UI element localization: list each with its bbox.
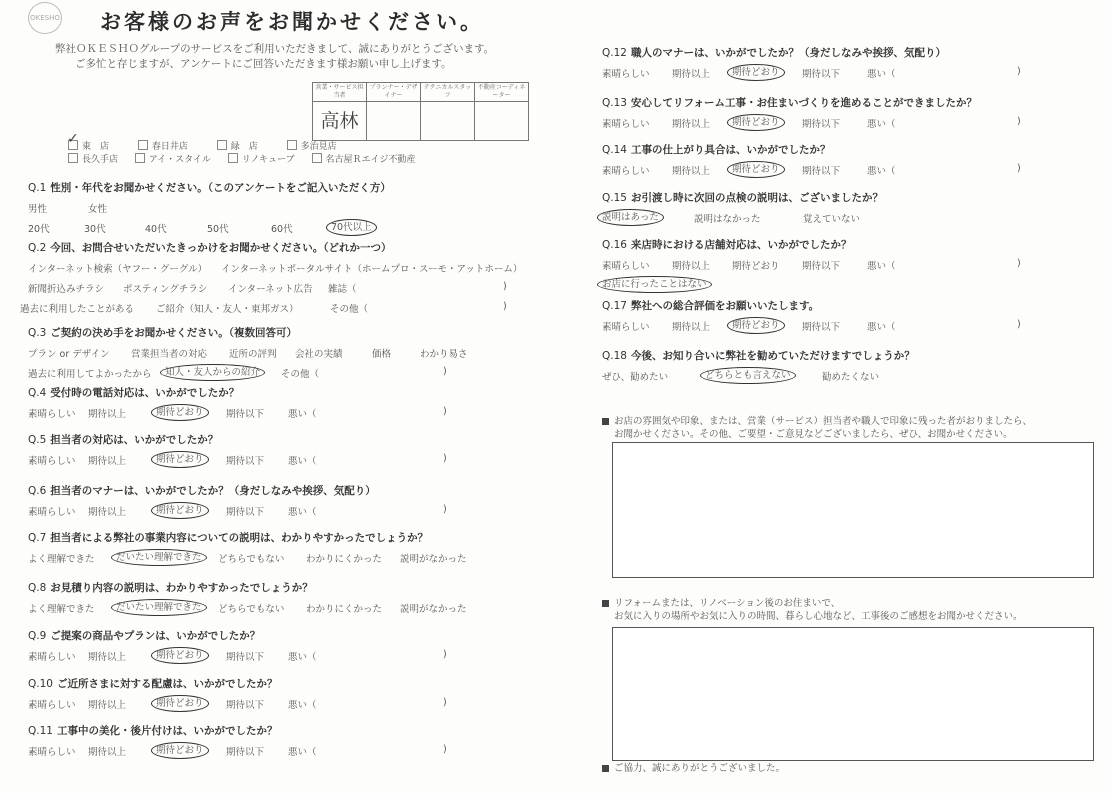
option-close-paren: )	[1017, 258, 1021, 269]
answer-option[interactable]: わかり易さ	[420, 349, 468, 360]
answer-option[interactable]: 期待以下	[802, 166, 841, 177]
question-text: 担当者による弊社の事業内容についての説明は、わかりやすかったでしょうか？	[50, 532, 429, 544]
answer-option[interactable]: よく理解できた	[28, 554, 95, 565]
answer-option[interactable]: ぜひ、勧めたい	[602, 372, 669, 383]
question-text: 性別・年代をお聞かせください。（このアンケートをご記入いただく方）	[50, 182, 391, 194]
store-option[interactable]: 緑 店	[217, 140, 258, 153]
checkbox-icon[interactable]	[217, 140, 227, 150]
answer-option[interactable]: よく理解できた	[28, 604, 95, 615]
question-q11	[28, 723, 447, 758]
answer-option[interactable]: 過去に利用したことがある	[20, 304, 135, 315]
answer-option[interactable]: 期待以上	[672, 166, 711, 177]
answer-option[interactable]: 素晴らしい	[602, 261, 650, 272]
comment-prompt-2-line-2: お気に入りの場所やお気に入りの時間、暮らし心地など、工事後のご感想をお聞かせください。	[614, 611, 1023, 622]
question-text: 弊社への総合評価をお願いいたします。	[630, 300, 820, 312]
store-option[interactable]: 長久手店	[68, 153, 118, 166]
question-number: Q.10	[28, 678, 53, 690]
answer-option[interactable]: 悪い（	[288, 456, 317, 467]
answer-option[interactable]: 勧めたくない	[822, 372, 880, 383]
answer-option[interactable]: インターネットポータルサイト（ホームプロ・スーモ・アットホーム）	[221, 264, 523, 275]
answer-option[interactable]: 営業担当者の対応	[131, 349, 208, 360]
answer-option[interactable]: 素晴らしい	[602, 166, 650, 177]
question-title	[602, 190, 883, 205]
answer-option[interactable]: 期待どおり	[727, 317, 785, 334]
answer-option[interactable]: 悪い（	[288, 652, 317, 663]
option-close-paren: )	[443, 453, 447, 464]
store-option[interactable]: 春日井店	[138, 140, 188, 153]
company-logo: OKESHO	[28, 2, 62, 34]
question-title	[28, 628, 260, 643]
answer-option[interactable]: どちらでもない	[218, 604, 285, 615]
question-number: Q.2	[28, 242, 47, 254]
question-title	[602, 95, 977, 110]
answer-option[interactable]: 期待以上	[672, 322, 711, 333]
answer-option[interactable]: 過去に利用してよかったから	[28, 369, 152, 380]
answer-option[interactable]: 期待どおり	[151, 695, 209, 712]
option-row	[28, 406, 447, 420]
question-text: 受付時の電話対応は、いかがでしたか？	[50, 387, 240, 399]
answer-option[interactable]: 期待以上	[88, 507, 127, 518]
question-text: ご契約の決め手をお聞かせください。（複数回答可）	[50, 327, 298, 339]
answer-option[interactable]: 悪い（	[288, 507, 317, 518]
answer-option[interactable]: 悪い（	[288, 747, 317, 758]
staff-value-sales[interactable]: 高林	[313, 102, 367, 141]
question-q18	[602, 348, 915, 383]
question-q5	[28, 432, 447, 467]
answer-option[interactable]: 説明がなかった	[400, 554, 467, 565]
store-option[interactable]: リノキューブ	[228, 153, 295, 166]
question-text: 工事中の美化・後片付けは、いかがでしたか？	[56, 725, 278, 737]
answer-option[interactable]: 悪い（	[288, 700, 317, 711]
page-title: お客様のお声をお聞かせください。	[100, 10, 484, 34]
comment-prompt-2	[614, 597, 1023, 623]
answer-option[interactable]: 期待どおり	[151, 404, 209, 421]
question-title	[28, 676, 277, 691]
store-checklist	[68, 140, 430, 166]
answer-option[interactable]: 説明はあった	[597, 209, 664, 226]
answer-option[interactable]: 期待以下	[802, 69, 841, 80]
staff-header-planner: プランナー・デザイナー	[367, 83, 421, 102]
option-row	[28, 551, 467, 565]
answer-option[interactable]: 期待以下	[226, 747, 265, 758]
question-q16	[602, 237, 1021, 292]
question-title	[602, 45, 946, 60]
question-q14	[602, 142, 1021, 177]
question-number: Q.1	[28, 182, 47, 194]
answer-option[interactable]: 男性	[28, 204, 48, 215]
checkbox-icon[interactable]	[135, 153, 145, 163]
checkbox-checked-icon[interactable]	[68, 140, 78, 150]
answer-option[interactable]: 悪い（	[867, 322, 896, 333]
answer-option[interactable]: 期待どおり	[151, 451, 209, 468]
option-close-paren: )	[503, 281, 507, 292]
option-row	[28, 281, 507, 295]
question-text: 担当者の対応は、いかがでしたか？	[50, 434, 219, 446]
checkbox-icon[interactable]	[312, 153, 322, 163]
option-row	[28, 601, 467, 615]
answer-option[interactable]: ご紹介（知人・友人・東邦ガス）	[156, 304, 299, 315]
question-number: Q.4	[28, 387, 47, 399]
answer-option[interactable]: 40代	[145, 224, 167, 235]
question-number: Q.7	[28, 532, 47, 544]
answer-option[interactable]: 期待以上	[672, 119, 711, 130]
option-row	[602, 116, 1021, 130]
option-row	[602, 369, 915, 383]
answer-option[interactable]: 新聞折込みチラシ	[28, 284, 105, 295]
comment-prompt-1-line-1: お店の雰囲気や印象、または、営業（サービス）担当者や職人で印象に残った者がおりましたら、	[614, 416, 1033, 427]
answer-option[interactable]: 素晴らしい	[28, 700, 76, 711]
option-row	[28, 366, 447, 380]
option-close-paren: )	[503, 301, 507, 312]
answer-option[interactable]: 説明がなかった	[400, 604, 467, 615]
question-title	[28, 723, 277, 738]
answer-option[interactable]: 50代	[207, 224, 229, 235]
question-q1	[28, 180, 391, 235]
question-text: 今回、お問合せいただいたきっかけをお聞かせください。（どれか一つ）	[50, 242, 392, 254]
staff-header-technical: テクニカルスタッフ	[421, 83, 475, 102]
staff-value-technical[interactable]	[421, 102, 475, 141]
question-title	[28, 432, 218, 447]
answer-option[interactable]: 期待以下	[226, 456, 265, 467]
comment-prompt-1	[614, 415, 1032, 441]
question-q2	[20, 240, 523, 315]
option-close-paren: )	[1017, 116, 1021, 127]
option-close-paren: )	[443, 366, 447, 377]
answer-option[interactable]: 期待以上	[88, 652, 127, 663]
answer-option[interactable]: 60代	[271, 224, 293, 235]
question-title	[28, 385, 239, 400]
option-close-paren: )	[443, 744, 447, 755]
question-title	[28, 240, 392, 255]
answer-option[interactable]: 素晴らしい	[28, 456, 76, 467]
option-close-paren: )	[1017, 66, 1021, 77]
question-text: お見積り内容の説明は、わかりやすかったでしょうか？	[50, 582, 313, 594]
answer-option[interactable]: だいたい理解できた	[111, 549, 207, 566]
option-row	[28, 697, 447, 711]
answer-option[interactable]: プラン or デザイン	[28, 349, 110, 360]
store-option[interactable]: ✓東 店	[68, 140, 109, 153]
answer-option[interactable]: わかりにくかった	[306, 604, 383, 615]
option-row	[602, 66, 1021, 80]
question-text: 来店時における店舗対応は、いかがでしたか？	[630, 239, 852, 251]
option-row	[602, 163, 1021, 177]
answer-option[interactable]: 期待どおり	[151, 647, 209, 664]
answer-option[interactable]: インターネット広告	[228, 284, 313, 295]
question-title	[28, 580, 313, 595]
staff-header-sales: 営業・サービス担当者	[313, 83, 367, 102]
option-row	[28, 201, 391, 215]
option-row	[28, 221, 391, 235]
option-row	[602, 258, 1021, 272]
option-row	[602, 211, 883, 225]
answer-option[interactable]: 素晴らしい	[602, 119, 650, 130]
store-option[interactable]: アイ・スタイル	[135, 153, 211, 166]
option-row	[20, 301, 507, 315]
question-text: お引渡し時に次回の点検の説明は、ございましたか？	[630, 192, 883, 204]
answer-option[interactable]: 期待以下	[802, 119, 841, 130]
answer-option[interactable]: 期待以上	[88, 409, 127, 420]
option-row	[28, 649, 447, 663]
question-number: Q.6	[28, 485, 47, 497]
thanks-footer: ご協力、誠にありがとうございました。	[614, 763, 786, 774]
question-text: 工事の仕上がり具合は、いかがでしたか？	[630, 144, 831, 156]
answer-option[interactable]: 期待以下	[226, 700, 265, 711]
question-q17	[602, 298, 1021, 333]
answer-option[interactable]: 悪い（	[867, 261, 896, 272]
store-row-2	[68, 153, 430, 166]
question-number: Q.9	[28, 630, 47, 642]
answer-option[interactable]: 覚えていない	[803, 214, 861, 225]
question-q12	[602, 45, 1021, 80]
greeting-line-1: 弊社ＯＫＥＳＨＯグループのサービスをご利用いただきまして、誠にありがとうございます。	[55, 43, 495, 55]
answer-option[interactable]: 期待どおり	[727, 64, 785, 81]
staff-value-realestate[interactable]	[475, 102, 529, 141]
answer-option[interactable]: だいたい理解できた	[111, 599, 207, 616]
answer-option[interactable]: 説明はなかった	[694, 214, 761, 225]
greeting-line-2: ご多忙と存じますが、アンケートにご回答いただきます様お願い申し上げます。	[75, 58, 452, 70]
staff-value-planner[interactable]	[367, 102, 421, 141]
question-number: Q.3	[28, 327, 47, 339]
question-title	[602, 142, 830, 157]
answer-option[interactable]: 期待以下	[226, 507, 265, 518]
option-row	[28, 504, 447, 518]
question-title	[28, 325, 297, 340]
question-text: ご近所さまに対する配慮は、いかがでしたか？	[56, 678, 278, 690]
question-title	[28, 483, 376, 498]
answer-option[interactable]: どちらでもない	[218, 554, 285, 565]
answer-option[interactable]: その他（	[281, 369, 320, 380]
question-title	[602, 237, 851, 252]
answer-option[interactable]: 知人・友人からの紹介	[160, 364, 265, 381]
question-q3	[28, 325, 468, 380]
option-row	[602, 278, 851, 292]
comment-box-1[interactable]	[612, 442, 1094, 578]
answer-option[interactable]: 素晴らしい	[28, 652, 76, 663]
option-close-paren: )	[1017, 163, 1021, 174]
answer-option[interactable]: 期待以上	[88, 700, 127, 711]
answer-option[interactable]: 価格	[372, 349, 392, 360]
answer-option[interactable]: 30代	[84, 224, 106, 235]
answer-option[interactable]: 期待どおり	[151, 502, 209, 519]
question-text: 今後、お知り合いに弊社を勧めていただけますでしょうか？	[630, 350, 915, 362]
question-q6	[28, 483, 447, 518]
question-q15	[602, 190, 883, 225]
option-close-paren: )	[1017, 319, 1021, 330]
question-number: Q.16	[602, 239, 627, 251]
answer-option[interactable]: 素晴らしい	[602, 322, 650, 333]
answer-option[interactable]: 期待以下	[226, 652, 265, 663]
question-number: Q.14	[602, 144, 627, 156]
question-q7	[28, 530, 467, 565]
question-number: Q.18	[602, 350, 627, 362]
answer-option[interactable]: 期待以上	[672, 261, 711, 272]
answer-option[interactable]: 素晴らしい	[602, 69, 650, 80]
answer-option[interactable]: お店に行ったことはない	[597, 276, 712, 293]
question-q4	[28, 385, 447, 420]
answer-option[interactable]: 20代	[28, 224, 50, 235]
answer-option[interactable]: わかりにくかった	[306, 554, 383, 565]
store-option[interactable]: 多治見店	[287, 140, 337, 153]
answer-option[interactable]: 素晴らしい	[28, 409, 76, 420]
answer-option[interactable]: 素晴らしい	[28, 507, 76, 518]
option-close-paren: )	[443, 406, 447, 417]
question-number: Q.8	[28, 582, 47, 594]
option-row	[28, 453, 447, 467]
option-row	[28, 346, 468, 360]
question-text: 安心してリフォーム工事・お住まいづくりを進めることができましたか？	[630, 97, 977, 109]
answer-option[interactable]: インターネット検索（ヤフー・グーグル）	[28, 264, 208, 275]
option-row	[602, 319, 1021, 333]
answer-option[interactable]: 期待以上	[88, 456, 127, 467]
greeting	[55, 42, 494, 72]
answer-option[interactable]: 女性	[88, 204, 108, 215]
option-close-paren: )	[443, 649, 447, 660]
option-row	[28, 744, 447, 758]
checkbox-icon[interactable]	[287, 140, 297, 150]
answer-option[interactable]: 悪い（	[867, 166, 896, 177]
answer-option[interactable]: 素晴らしい	[28, 747, 76, 758]
answer-option[interactable]: 期待どおり	[727, 114, 785, 131]
option-close-paren: )	[443, 504, 447, 515]
answer-option[interactable]: 期待以下	[802, 322, 841, 333]
answer-option[interactable]: 雑誌（	[328, 284, 357, 295]
staff-header-realestate: 不動産コーディネーター	[475, 83, 529, 102]
answer-option[interactable]: 悪い（	[867, 69, 896, 80]
answer-option[interactable]: 期待以下	[226, 409, 265, 420]
answer-option[interactable]: ポスティングチラシ	[123, 284, 208, 295]
question-number: Q.13	[602, 97, 627, 109]
answer-option[interactable]: 70代以上	[326, 219, 377, 236]
answer-option[interactable]: 会社の実績	[295, 349, 343, 360]
question-title	[28, 530, 428, 545]
answer-option[interactable]: 期待どおり	[727, 161, 785, 178]
answer-option[interactable]: 期待以上	[88, 747, 127, 758]
checkbox-icon[interactable]	[68, 153, 78, 163]
question-number: Q.5	[28, 434, 47, 446]
answer-option[interactable]: その他（	[330, 304, 369, 315]
question-number: Q.17	[602, 300, 627, 312]
question-text: 職人のマナーは、いかがでしたか？（身だしなみや挨拶、気配り）	[630, 47, 946, 59]
staff-table	[312, 82, 529, 141]
question-text: 担当者のマナーは、いかがでしたか？（身だしなみや挨拶、気配り）	[50, 485, 376, 497]
option-row	[28, 261, 523, 275]
checkbox-icon[interactable]	[138, 140, 148, 150]
comment-box-2[interactable]	[612, 627, 1094, 761]
question-number: Q.15	[602, 192, 627, 204]
answer-option[interactable]: どちらとも言えない	[700, 367, 796, 384]
answer-option[interactable]: 悪い（	[867, 119, 896, 130]
answer-option[interactable]: 近所の評判	[229, 349, 277, 360]
question-title	[602, 348, 915, 363]
answer-option[interactable]: 期待以下	[802, 261, 841, 272]
question-q9	[28, 628, 447, 663]
option-close-paren: )	[443, 697, 447, 708]
checkbox-icon[interactable]	[228, 153, 238, 163]
question-q13	[602, 95, 1021, 130]
answer-option[interactable]: 期待以上	[672, 69, 711, 80]
comment-prompt-2-line-1: リフォームまたは、リノベーション後のお住まいで、	[614, 598, 841, 609]
answer-option[interactable]: 期待どおり	[732, 261, 780, 272]
comment-prompt-1-line-2: お聞かせください。その他、ご要望・ご意見などございましたら、ぜひ、お聞かせください。	[614, 429, 1013, 440]
store-option[interactable]: 名古屋Ｒエイジ不動産	[312, 153, 416, 166]
question-q8	[28, 580, 467, 615]
question-title	[602, 298, 819, 313]
question-title	[28, 180, 391, 195]
question-number: Q.12	[602, 47, 627, 59]
answer-option[interactable]: 期待どおり	[151, 742, 209, 759]
question-text: ご提案の商品やプランは、いかがでしたか？	[50, 630, 261, 642]
store-row-1	[68, 140, 430, 153]
question-q10	[28, 676, 447, 711]
question-number: Q.11	[28, 725, 53, 737]
answer-option[interactable]: 悪い（	[288, 409, 317, 420]
